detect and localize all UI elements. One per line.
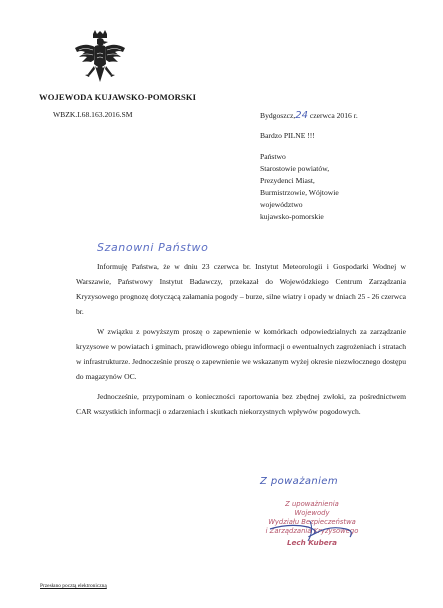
stamp-line: i Zarządzania Kryzysowego	[265, 527, 359, 535]
stamp-line: Z upoważnienia	[285, 500, 339, 508]
stamp-line: Wydziału Bezpieczeństwa	[268, 518, 356, 526]
body-paragraph: Jednocześnie, przypominam o konieczności raportowania bez zbędnej zwłoki, za pośrednictwem CAR wszystkich informacji o zdarzeniach i skutkach niekorzystnych wpływów pogodowych.	[76, 392, 406, 416]
polish-eagle-emblem-icon	[73, 30, 127, 94]
date-city: Bydgoszcz,	[260, 111, 296, 120]
date-line	[260, 110, 358, 121]
body-paragraph: W związku z powyższym proszę o zapewnienie w komórkach odpowiedzialnych za zarządzanie kryzysowe w powiatach i gminach, prawidłowego obiegu informacji o ewentualnych zagrożeniach i stratach w infrastrukturze. Jednocześnie proszę o zapewnienie we wskazanym wyżej okresie niezwłocznego dostępu do magazynów OC.	[76, 327, 406, 381]
reference-number: WBZK.I.68.163.2016.SM	[53, 110, 133, 119]
letter-body	[76, 259, 406, 424]
date-month-year: czerwca 2016 r.	[309, 111, 358, 120]
date-day-handwritten: 24	[295, 110, 308, 121]
recipient-line: kujawsko-pomorskie	[260, 212, 324, 221]
organization-name: WOJEWODA KUJAWSKO-POMORSKI	[39, 92, 197, 102]
urgent-label: Bardzo PILNE !!!	[260, 131, 315, 140]
handwritten-signature-icon	[250, 505, 370, 545]
stamp-line: Wojewody	[294, 509, 330, 517]
recipient-line: Państwo	[260, 152, 286, 161]
recipient-line: Starostowie powiatów,	[260, 164, 330, 173]
body-paragraph: Informuję Państwa, że w dniu 23 czerwca br. Instytut Meteorologii i Gospodarki Wodnej w Warszawie, Państwowy Instytut Badawczy, przekazał do Wojewódzkiego Centrum Zarządzania Kryzysowego prognozę dotyczącą załamania pogody – burze, silne wiatry i opady w dniach 25 - 26 czerwca br.	[76, 262, 406, 316]
footer-note: Przesłano pocztą elektroniczną	[40, 583, 107, 589]
salutation-handwritten: Szanowni Państwo	[97, 241, 209, 254]
closing-handwritten: Z poważaniem	[260, 476, 338, 487]
stamp-signatory-name: Lech Kubera	[286, 538, 338, 547]
recipient-line: województwo	[260, 200, 303, 209]
recipient-line: Prezydenci Miast,	[260, 176, 315, 185]
recipient-line: Burmistrzowie, Wójtowie	[260, 188, 339, 197]
recipient-block	[260, 151, 430, 223]
